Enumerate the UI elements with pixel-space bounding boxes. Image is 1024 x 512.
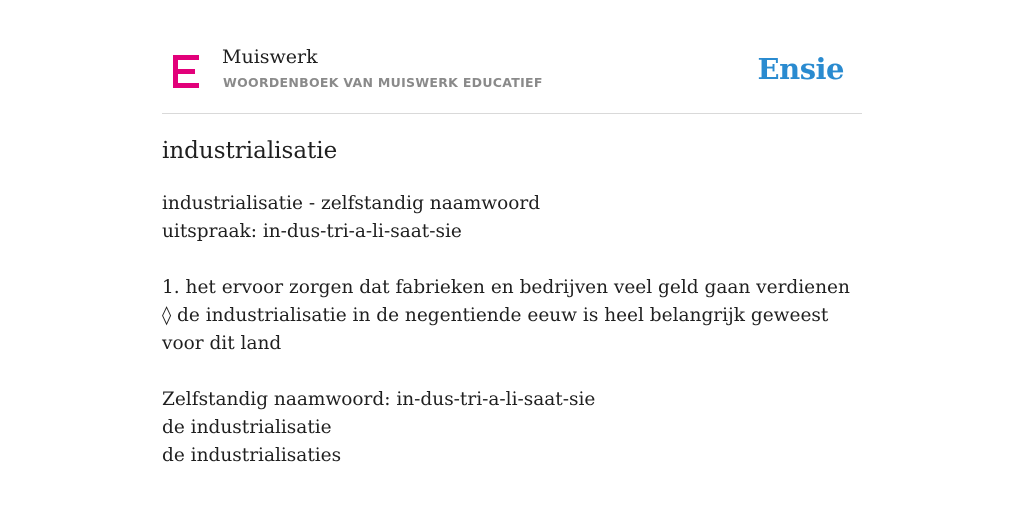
example-line: ◊ de industrialisatie in de negentiende eeuw is heel belangrijk geweest voor dit land [162, 305, 829, 354]
plural-line: de industrialisaties [162, 445, 342, 466]
spacer [162, 246, 862, 274]
page-title: industrialisatie [162, 138, 338, 164]
site-subtitle: WOORDENBOEK VAN MUISWERK EDUCATIEF [223, 75, 543, 90]
ensie-brand-logo[interactable]: Ensie [757, 52, 844, 86]
pronunciation-line: uitspraak: in-dus-tri-a-li-saat-sie [162, 221, 462, 242]
entry-body [162, 190, 862, 470]
grammar-line: Zelfstandig naamwoord: in-dus-tri-a-li-saat-sie [162, 389, 596, 410]
word-type-line: industrialisatie - zelfstandig naamwoord [162, 193, 541, 214]
site-header [162, 40, 862, 114]
singular-line: de industrialisatie [162, 417, 332, 438]
muiswerk-logo-icon[interactable] [173, 55, 201, 89]
spacer [162, 358, 862, 386]
site-name[interactable]: Muiswerk [222, 46, 318, 68]
definition-line: 1. het ervoor zorgen dat fabrieken en bedrijven veel geld gaan verdienen [162, 277, 850, 298]
